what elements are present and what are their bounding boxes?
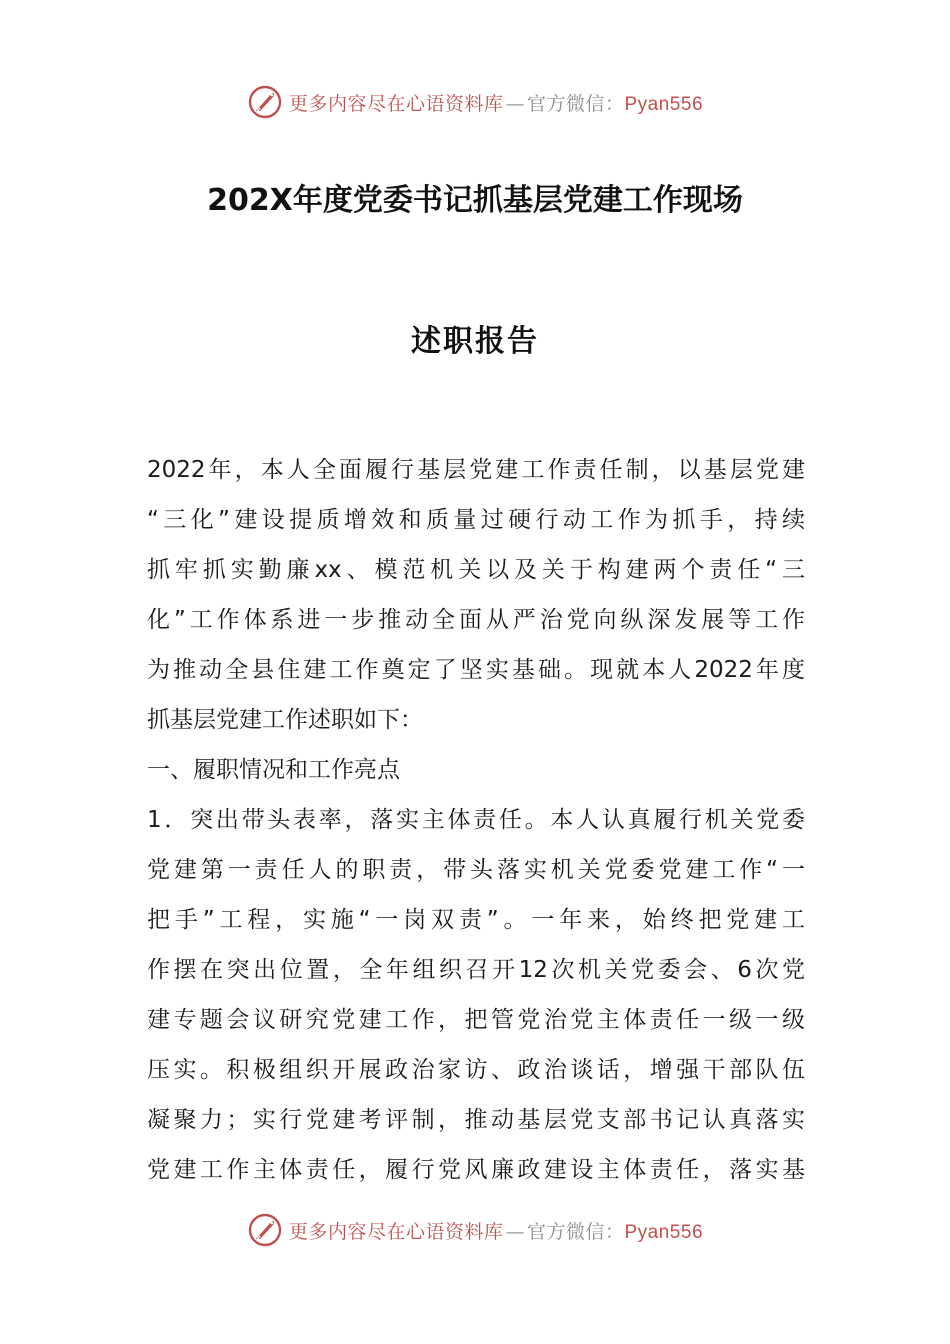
body-line: 凝聚力；实行党建考评制，推动基层党支部书记认真落实 [147,1107,805,1133]
body-line: 作摆在突出位置，全年组织召开12次机关党委会、6次党 [147,957,805,983]
banner-official-label: 官方微信： [526,1220,625,1243]
banner-official-label: 官方微信： [526,92,625,115]
body-line: 为推动全县住建工作奠定了坚实基础。现就本人2022年度 [147,657,805,683]
body-line: 把手”工程，实施“一岗双责”。一年来，始终把党建工 [147,907,805,933]
body-line: “三化”建设提质增效和质量过硬行动工作为抓手，持续 [147,507,805,533]
section-heading: 一、履职情况和工作亮点 [147,757,400,783]
quill-pen-logo-icon [247,1212,283,1248]
header-banner [0,80,950,124]
document-body [147,445,805,1195]
body-line: 压实。积极组织开展政治家访、政治谈话，增强干部队伍 [147,1057,805,1083]
banner-separator: — [505,92,525,115]
body-line: 1．突出带头表率，落实主体责任。本人认真履行机关党委 [147,807,805,833]
body-line: 党建工作主体责任，履行党风廉政建设主体责任，落实基 [147,1157,805,1183]
banner-separator: — [505,1220,525,1243]
banner-wechat-id: Pyan556 [624,1221,704,1243]
banner-main-text: 更多内容尽在心语资料库 [288,1220,504,1243]
body-line: 抓牢抓实勤廉xx、模范机关以及关于构建两个责任“三 [147,557,805,583]
banner-text [289,1217,703,1244]
body-line: 抓基层党建工作述职如下： [147,707,423,733]
document-title-line1: 202X年度党委书记抓基层党建工作现场 [207,183,743,218]
body-line: 党建第一责任人的职责，带头落实机关党委党建工作“一 [147,857,805,883]
banner-main-text: 更多内容尽在心语资料库 [288,92,504,115]
body-line: 建专题会议研究党建工作，把管党治党主体责任一级一级 [147,1007,805,1033]
footer-banner [0,1208,950,1252]
quill-pen-logo-icon [247,84,283,120]
document-title-line2: 述职报告 [411,324,539,359]
body-line: 化”工作体系进一步推动全面从严治党向纵深发展等工作 [147,607,805,633]
banner-wechat-id: Pyan556 [624,93,704,115]
banner-text [289,89,703,116]
body-line: 2022年，本人全面履行基层党建工作责任制，以基层党建 [147,457,805,483]
